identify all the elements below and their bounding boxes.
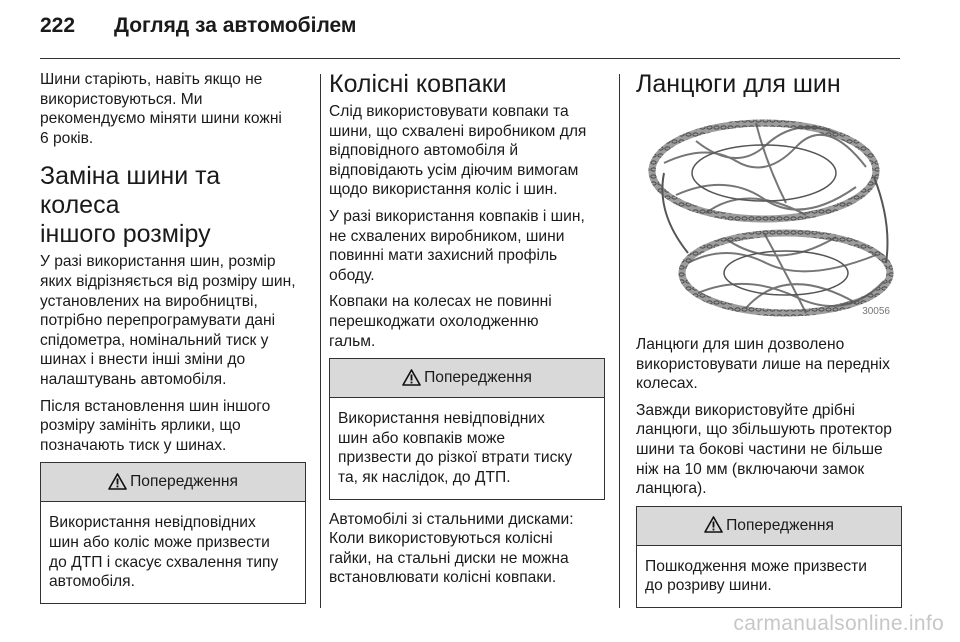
page-number: 222 bbox=[40, 14, 76, 37]
column-1 bbox=[40, 70, 306, 612]
warning-title: Попередження bbox=[424, 369, 532, 387]
header-rule bbox=[40, 58, 900, 59]
section-heading-hubcaps: Колісні ковпаки bbox=[329, 70, 507, 98]
section-heading-tire-size: Заміна шини та колеса іншого розміру bbox=[40, 162, 221, 249]
warning-box bbox=[40, 462, 306, 603]
column-3 bbox=[636, 70, 902, 616]
intro-paragraph: Шини старіють, навіть якщо не використовуються. Ми рекомендуємо міняти шини кожні 6 років. bbox=[40, 71, 282, 147]
paragraph: Слід використовувати ковпаки та шини, що схвалені виробником для відповідного автомобіля й відповідають усім діючим вимогам щодо використання коліс і шин. bbox=[329, 103, 587, 199]
column-divider bbox=[619, 74, 620, 608]
warning-title: Попередження bbox=[130, 473, 238, 491]
paragraph: Автомобілі зі стальними дисками: Коли використовуються колісні гайки, на стальні диски не можна встановлювати колісні ковпаки. bbox=[329, 510, 574, 587]
paragraph: Ланцюги для шин дозволено використовувати лише на передніх колесах. bbox=[636, 336, 890, 393]
warning-header bbox=[330, 359, 604, 398]
warning-header bbox=[41, 463, 305, 502]
section-heading-tire-chains: Ланцюги для шин bbox=[636, 70, 841, 98]
tire-chain-illustration bbox=[636, 103, 896, 325]
column-divider bbox=[320, 74, 321, 608]
running-title: Догляд за автомобілем bbox=[114, 14, 357, 37]
figure-code: 30056 bbox=[862, 306, 890, 317]
column-2 bbox=[329, 70, 605, 595]
warning-box bbox=[329, 358, 605, 499]
warning-body: Пошкодження може призвести до розриву шини. bbox=[645, 557, 867, 595]
paragraph: Після встановлення шин іншого розміру замініть ярлики, що позначають тиск у шинах. bbox=[40, 397, 271, 454]
watermark: carmanualsonline.info bbox=[733, 612, 944, 635]
warning-triangle-icon bbox=[108, 473, 127, 490]
warning-title: Попередження bbox=[726, 516, 834, 534]
warning-header bbox=[637, 507, 901, 546]
warning-box bbox=[636, 506, 902, 608]
paragraph: У разі використання шин, розмір яких відрізняється від розміру шин, установлених на виробництві, потрібно перепрограмувати дані спідометра, номінальний тиск у шинах і внести інші зміни до налаштувань автомобіля. bbox=[40, 253, 296, 388]
paragraph: Завжди використовуйте дрібні ланцюги, що збільшують протектор шини та бокові частини не більше ніж на 10 мм (включаючи замок ланцюга). bbox=[636, 401, 892, 498]
warning-triangle-icon bbox=[704, 516, 723, 533]
paragraph: У разі використання ковпаків і шин, не схвалених виробником, шини повинні мати захисний профіль ободу. bbox=[329, 207, 585, 284]
warning-triangle-icon bbox=[402, 369, 421, 386]
warning-body: Використання невідповідних шин або ковпаків може призвести до різкої втрати тиску та, як наслідок, до ДТП. bbox=[338, 410, 573, 486]
paragraph: Ковпаки на колесах не повинні перешкоджати охолодженню гальм. bbox=[329, 293, 552, 350]
warning-body: Використання невідповідних шин або коліс може призвести до ДТП і скасує схвалення типу автомобіля. bbox=[49, 514, 279, 591]
